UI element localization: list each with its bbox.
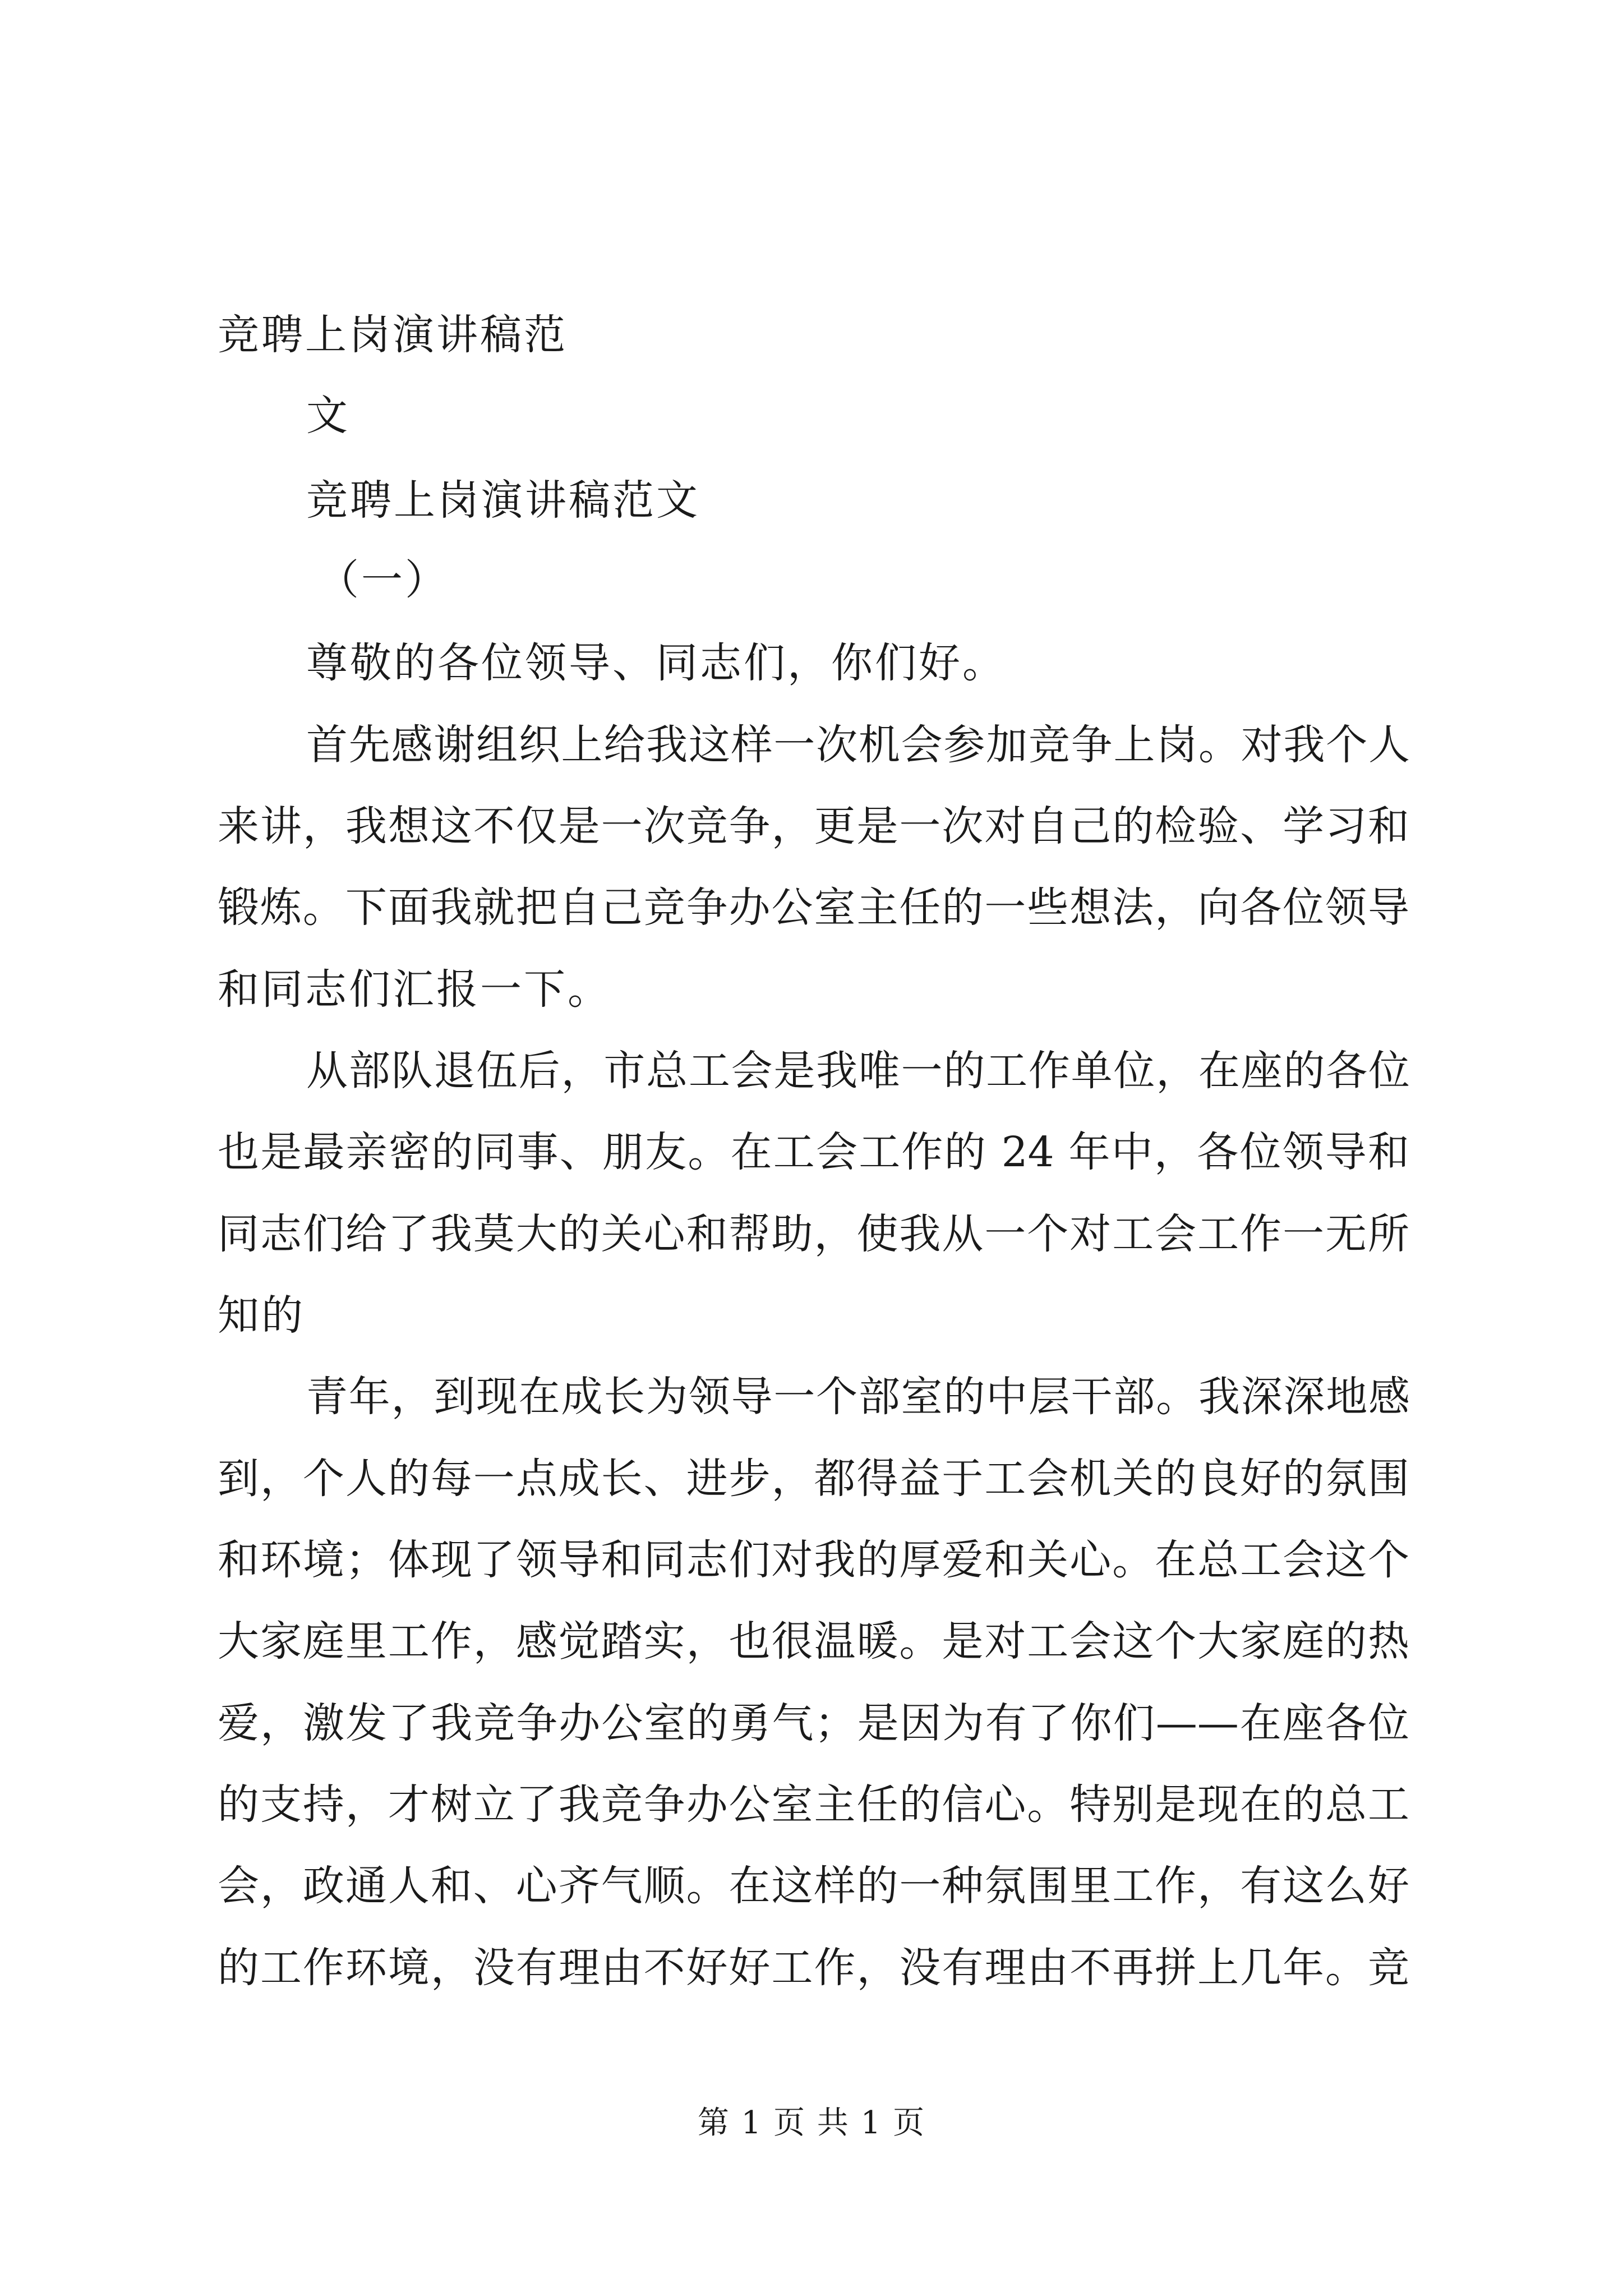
body-line: 的工作环境，没有理由不好好工作，没有理由不再拼上几年。竞 xyxy=(218,1944,1409,1992)
body-line: 青年，到现在成长为领导一个部室的中层干部。我深深地感 xyxy=(306,1373,1410,1421)
body-line-greeting: 尊敬的各位领导、同志们，你们好。 xyxy=(306,639,1006,687)
body-line: 和同志们汇报一下。 xyxy=(218,965,611,1014)
body-line: 会，政通人和、心齐气顺。在这样的一种氛围里工作，有这么好 xyxy=(218,1862,1409,1910)
body-line: 锻炼。下面我就把自己竞争办公室主任的一些想法，向各位领导 xyxy=(218,884,1409,932)
section-heading: （一） xyxy=(317,556,449,604)
body-line: 的支持，才树立了我竞争办公室主任的信心。特别是现在的总工 xyxy=(218,1780,1409,1829)
body-line: 也是最亲密的同事、朋友。在工会工作的 24 年中，各位领导和 xyxy=(218,1128,1409,1176)
body-line: 同志们给了我莫大的关心和帮助，使我从一个对工会工作一无所 xyxy=(218,1210,1409,1258)
document-subtitle: 竞聘上岗演讲稿范文 xyxy=(306,476,700,524)
body-line: 大家庭里工作，感觉踏实，也很温暖。是对工会这个大家庭的热 xyxy=(218,1617,1409,1665)
page-footer: 第 1 页 共 1 页 xyxy=(697,2105,926,2141)
body-line: 首先感谢组织上给我这样一次机会参加竞争上岗。对我个人 xyxy=(306,721,1410,769)
document-title-line-1: 竞聘上岗演讲稿范 xyxy=(218,311,568,359)
body-line: 到，个人的每一点成长、进步，都得益于工会机关的良好的氛围 xyxy=(218,1455,1409,1503)
document-title-line-2: 文 xyxy=(306,392,350,440)
body-line: 来讲，我想这不仅是一次竞争，更是一次对自己的检验、学习和 xyxy=(218,802,1409,850)
body-line: 和环境；体现了领导和同志们对我的厚爱和关心。在总工会这个 xyxy=(218,1536,1409,1584)
body-line: 从部队退伍后，市总工会是我唯一的工作单位，在座的各位 xyxy=(306,1047,1410,1095)
body-line: 爱，激发了我竞争办公室的勇气；是因为有了你们——在座各位 xyxy=(218,1699,1409,1747)
body-line: 知的 xyxy=(218,1291,305,1340)
